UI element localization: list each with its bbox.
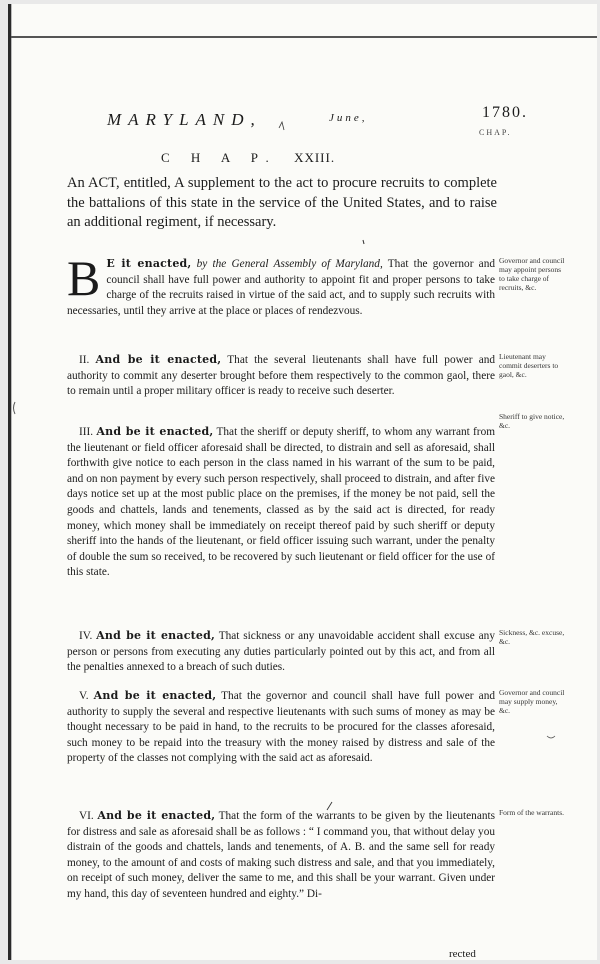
- section-number: VI.: [79, 810, 94, 822]
- margin-note-6: Form of the warrants.: [499, 808, 564, 817]
- corner-chap-label: CHAP.: [479, 128, 512, 137]
- section-text: That sickness or any unavoidable accident shall excuse any person or persons from executing any duties particularly pointed out by this act, and from all the penalties annexed to a breach of such duties.: [67, 630, 495, 674]
- margin-note-3: Sheriff to give notice, &c.: [499, 412, 565, 430]
- enacting-clause: And be it enacted,: [96, 629, 216, 642]
- catchword: rected: [449, 948, 476, 960]
- ink-mark: [279, 122, 284, 130]
- drop-cap: B: [67, 250, 101, 306]
- header-year: 1780.: [482, 104, 528, 121]
- section-text: That the governor and council shall have full power and authority to supply the several and respective lieutenants with such sums of money as may be thought necessary to be paid in hand, to the recruits to be procured for the classes aforesaid, such money to be repaid into the treasury with the money raised by distress and sale of the property of the classes not complying with the said act as aforesaid.: [67, 690, 495, 765]
- ink-mark: [547, 736, 555, 738]
- section-text: That the several lieutenants shall have full power and authority to commit any deserter brought before them respectively to the common gaol, there to remain until a proper military officer is ready to receive such deserter.: [67, 354, 496, 398]
- ink-mark: [14, 402, 16, 414]
- section-text: That the governor and council shall have full power and authority to appoint fit and proper persons to take charge of the recruits raised in virtue of the said act, and to supply such recruits with necessaries, until they arrive at the place or places of rendezvous.: [67, 258, 495, 317]
- ink-mark: [327, 802, 332, 810]
- section-text: That the form of the warrants to be given by the lieutenants for distress and sale as aforesaid shall be as follows : “ I command you, that without delay you distrain of the goods and chattels, lands and tenements, of A. B. and the same sell for ready money, to the amount of and costs of making such distress and sale, and that you immediately, on receipt of such money, deliver the same to me, and this shall be your warrant. Given under my hand, this day of seventeen hundred and eighty.” Di-: [67, 810, 496, 900]
- section-number: III.: [79, 426, 94, 438]
- document-page: [8, 4, 597, 960]
- header-state: MARYLAND,: [107, 110, 262, 129]
- section-number: II.: [79, 354, 90, 366]
- margin-note-2: Lieutenant may commit deserters to gaol, &c.: [499, 352, 559, 379]
- chapter-label: C H A P.: [161, 150, 278, 165]
- enacting-clause: And be it enacted,: [95, 353, 222, 366]
- enacting-authority: by the General Assembly of Maryland,: [196, 258, 383, 270]
- paper-specks: [11, 4, 597, 960]
- enacting-clause: And be it enacted,: [93, 689, 217, 702]
- enacting-clause: And be it enacted,: [96, 425, 214, 438]
- enacting-clause: E it enacted,: [106, 257, 192, 270]
- ink-mark: [363, 240, 364, 244]
- act-title: An ACT, entitled, A supplement to the act to procure recruits to complete the battalions of this state in the service of the United States, and to raise an additional regiment, if necessary.: [67, 175, 497, 230]
- chapter-number: XXIII.: [294, 150, 336, 165]
- section-number: V.: [79, 690, 89, 702]
- margin-note-4: Sickness, &c. excuse, &c.: [499, 628, 565, 646]
- section-text: That the sheriff or deputy sheriff, to whom any warrant from the lieutenant or field officer aforesaid shall be directed, to distrain and sell as aforesaid, shall forthwith give notice to each person in the class named in his warrant of the sum to be paid, and on non payment by every such person respectively, shall proceed to distrain, and after five days notice set up at the most public place on the premises, if the money be not paid, sell the goods and chattels, lands and tenements, classed as by the said act is directed, for ready money, which money shall be immediately on receipt thereof paid by such sheriff or deputy sheriff into the hands of the lieutenant, or field officer issuing such warrant, under the penalty of double the sum so received, to be recovered by such lieutenant or field officer for the use of this state.: [67, 426, 496, 579]
- enacting-clause: And be it enacted,: [97, 809, 216, 822]
- margin-note-1: Governor and council may appoint persons to take charge of recruits, &c.: [499, 256, 565, 292]
- header-month: June,: [329, 112, 368, 124]
- section-number: IV.: [79, 630, 93, 642]
- margin-note-5: Governor and council may supply money, &c.: [499, 688, 565, 715]
